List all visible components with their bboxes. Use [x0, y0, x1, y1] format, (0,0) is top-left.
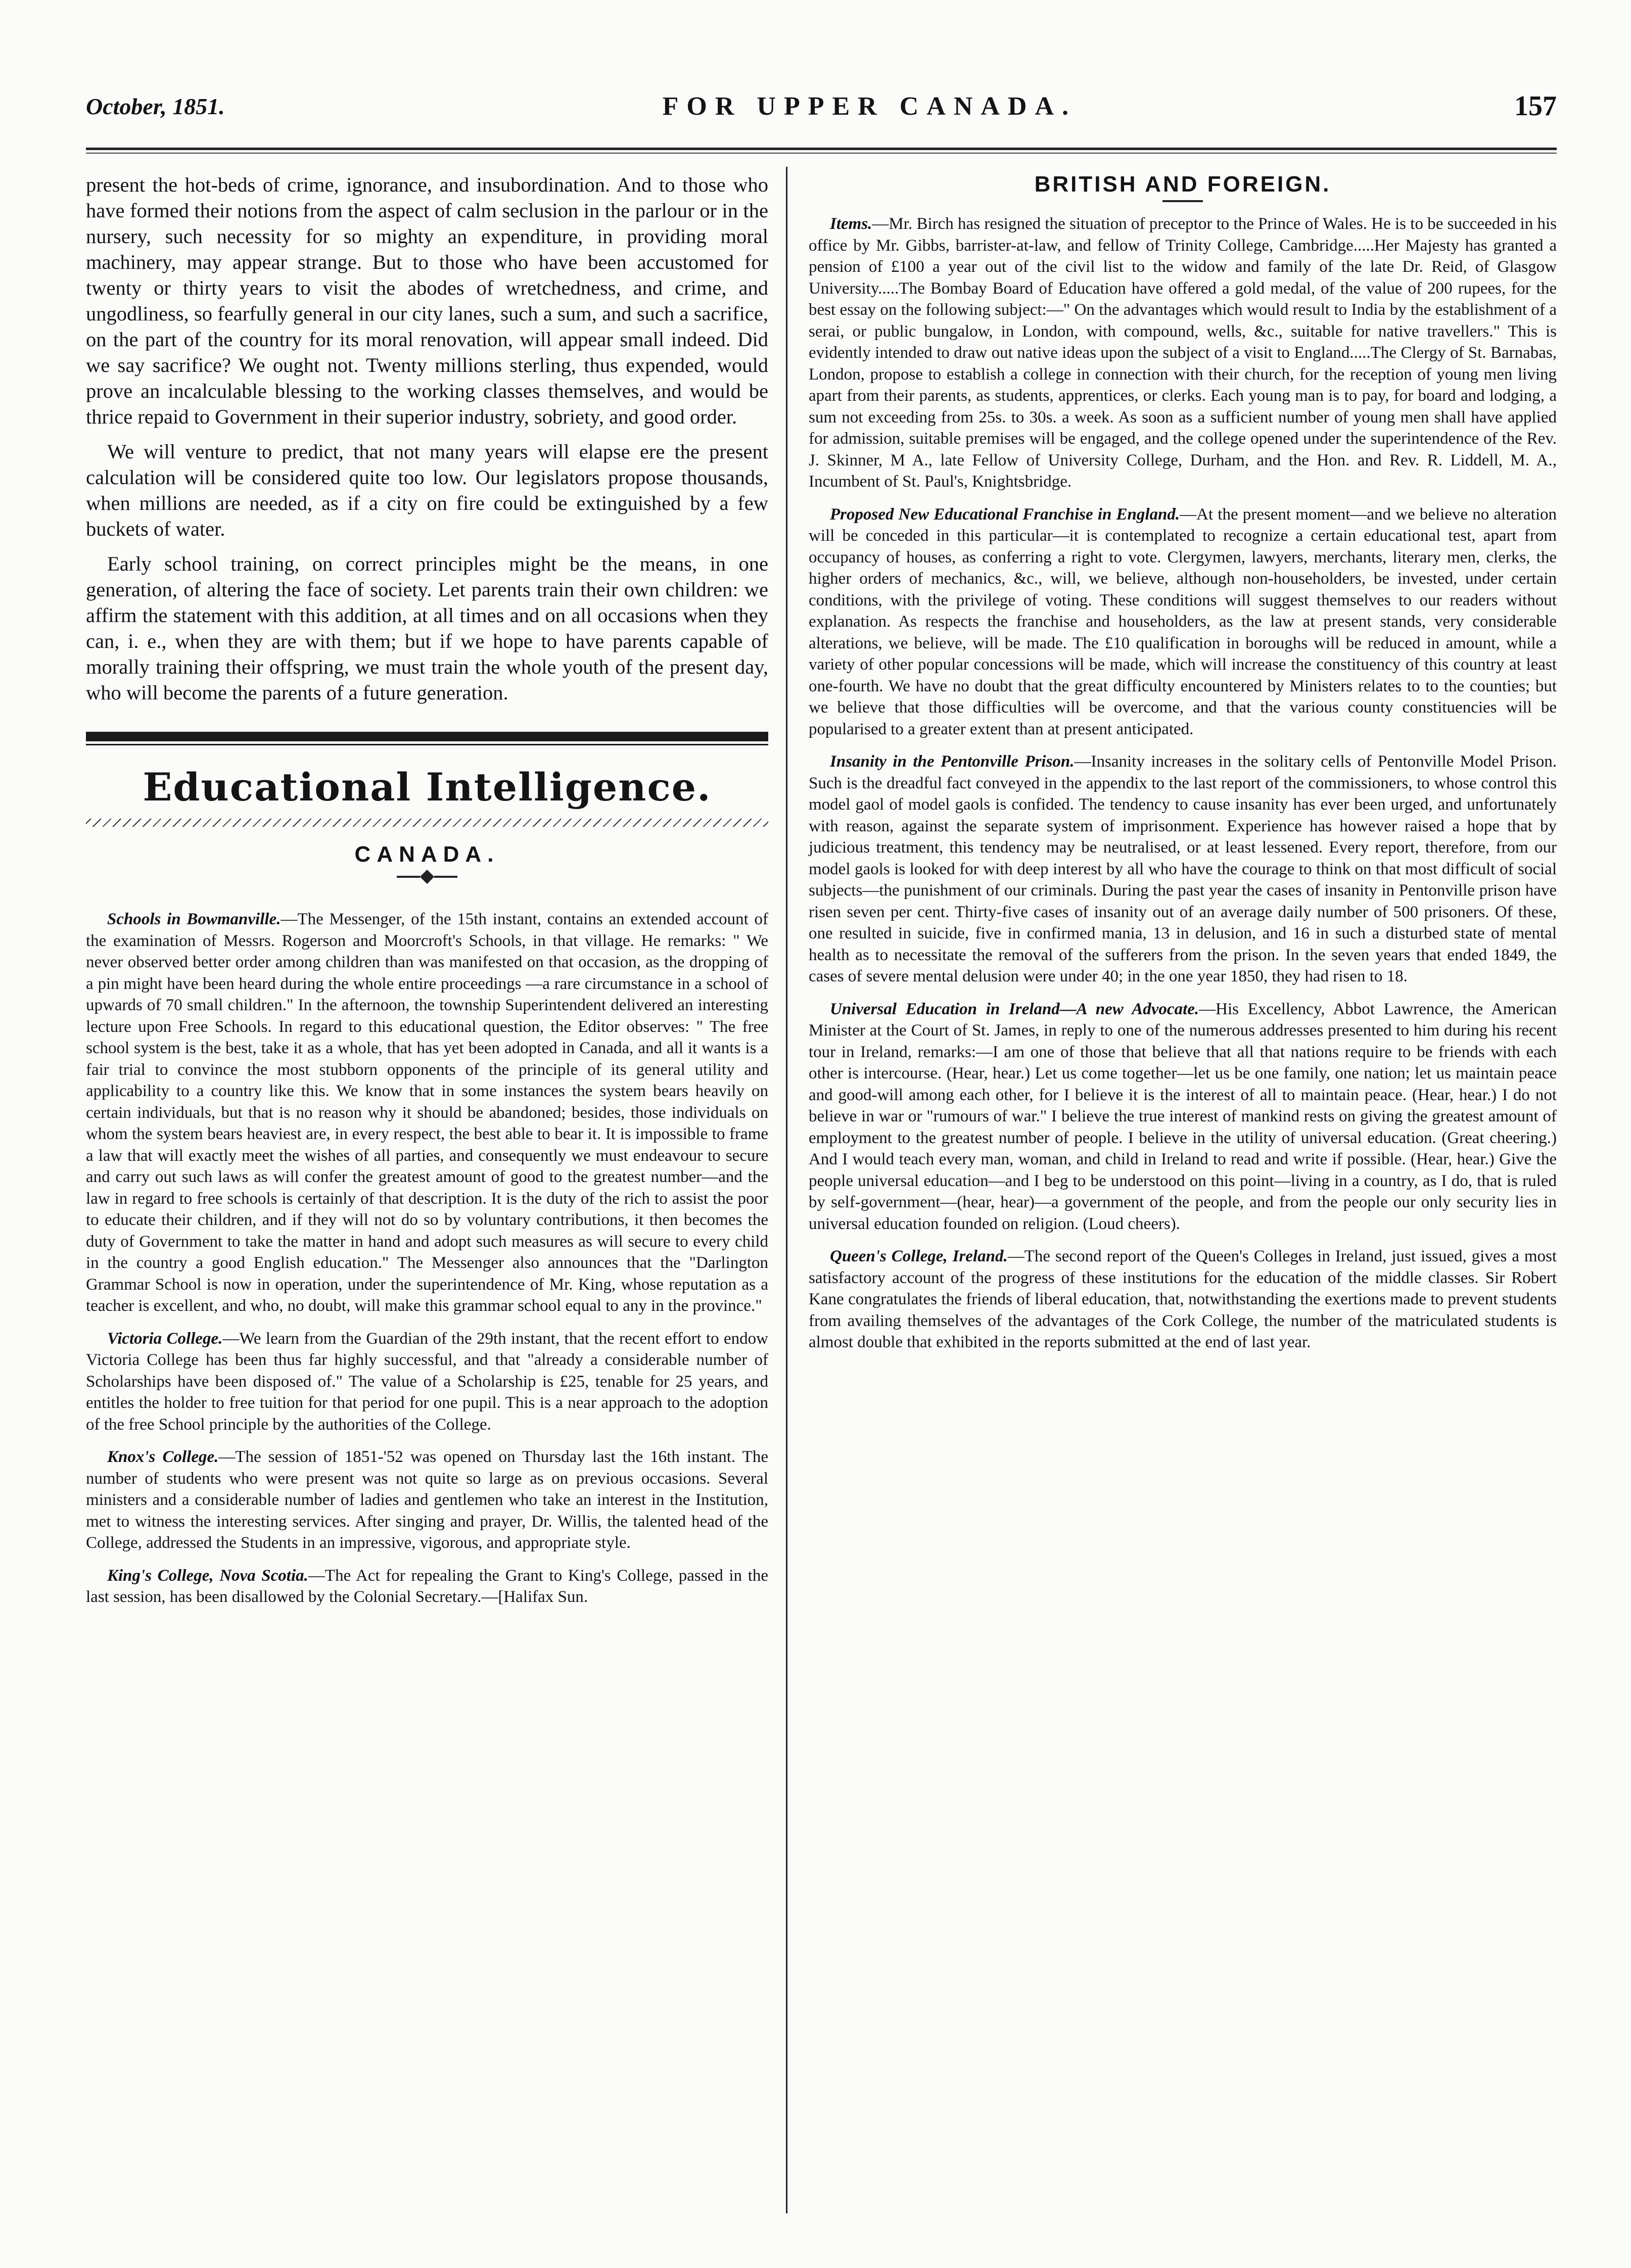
article-universal-education [809, 999, 1557, 1235]
article-queens-college [809, 1246, 1557, 1353]
article-body: —Mr. Birch has resigned the situation of preceptor to the Prince of Wales. He is to be succeeded in his office by Mr. Gibbs, barrister-at-law, and fellow of Trinity College, Cambridge.....Her Majesty has granted a pension of £100 a year out of the civil list to the widow and family of the late Dr. Reid, of Glasgow University.....The Bombay Board of Education have offered a gold medal, of the value of 200 rupees, for the best essay on the following subject:—" On the advantages which would result to India by the establishment of a serai, or public bungalow, in London, with compound, wells, &c., suitable for native travellers." This is evidently intended to draw out native ideas upon the subject of a visit to England.....The Clergy of St. Barnabas, London, propose to establish a college in connection with their church, for the reception of young men living apart from their parents, as students, apprentices, or clerks. Each young man is to pay, for board and lodging, a sum not exceeding from 25s. to 30s. a week. As soon as a sufficient number of young men shall have applied for admission, suitable premises will be engaged, and the college opened under the superintendence of the Rev. J. Skinner, M A., late Fellow of University College, Durham, and the Hon. and Rev. R. Liddell, M. A., Incumbent of St. Paul's, Knightsbridge. [809, 215, 1557, 491]
article-body: —The session of 1851-'52 was opened on Thursday last the 16th instant. The number of students who were present was not quite so large as on previous occasions. Several ministers and a considerable number of ladies and gentlemen who take an interest in the Institution, met to witness the interesting services. After singing and prayer, Dr. Willis, the talented head of the College, addressed the Students in an impressive, vigorous, and appropriate style. [86, 1448, 768, 1552]
article-body: —His Excellency, Abbot Lawrence, the American Minister at the Court of St. James, in reply to one of the numerous addresses presented to him during his recent tour in Ireland, remarks:—I am one of those that believe that all that nations require to be friends with each other is intercourse. (Hear, hear.) Let us come together—let us be one family, one nation; let us maintain peace and good-will among each other, for I believe it is the interest of all to maintain peace. (Hear, hear.) I do not believe in war or "rumours of war." I believe the true interest of mankind rests on giving the greatest amount of employment to the greatest number of people. I believe in the utility of universal education. (Great cheering.) And I would teach every man, woman, and child in Ireland to read and write if possible. (Hear, hear.) Give the people universal education—and I beg to be understood on this point—living in a country, as I do, that is ruled by self-government—(hear, hear)—a government of the people, and from the people our only security lies in universal education founded on religion. (Loud cheers). [809, 1000, 1557, 1233]
article-lead: Victoria College. [107, 1329, 223, 1348]
page-number: 157 [1514, 90, 1557, 122]
article-bowmanville [86, 909, 768, 1317]
article-body: —The second report of the Queen's Colleges in Ireland, just issued, gives a most satisfactory account of the progress of these institutions for the education of the middle classes. Sir Robert Kane congratulates the friends of liberal education, that, notwithstanding the exertions made to prevent students from availing themselves of the advantages of the Cork College, the number of the matriculated students is almost double that exhibited in the reports submitted at the end of last year. [809, 1247, 1557, 1351]
article-kings-college [86, 1565, 768, 1608]
column-divider [786, 167, 787, 2213]
article-lead: Items. [830, 215, 872, 233]
section-rule-thin [86, 744, 768, 745]
wavy-rule [86, 819, 768, 827]
left-column [86, 172, 768, 1619]
left-paragraph-1: present the hot-beds of crime, ignorance, and insubordination. And to those who have formed their notions from the aspect of calm seclusion in the parlour or in the nursery, such necessity for so mighty an expenditure, in providing moral machinery, may appear strange. But to those who have been accustomed for twenty or thirty years to visit the abodes of wretchedness, and crime, and ungodliness, so fearfully general in our city lanes, such a sum, and such a sacrifice, on the part of the country for its moral renovation, will appear small indeed. Did we say sacrifice? We ought not. Twenty millions sterling, thus expended, would prove an incalculable blessing to the working classes themselves, and would be thrice repaid to Government in their superior industry, sobriety, and good order. [86, 173, 768, 428]
masthead-title: Educational Intelligence. [143, 765, 712, 810]
article-lead: Proposed New Educational Franchise in England. [830, 505, 1180, 524]
section-heading-british-foreign: BRITISH AND FOREIGN. [1034, 172, 1331, 197]
article-items [809, 213, 1557, 493]
section-heading-canada: CANADA. [354, 842, 500, 867]
article-body: —The Act for repealing the Grant to King's College, passed in the last session, has been disallowed by the Colonial Secretary.—[Halifax Sun. [86, 1566, 769, 1606]
left-paragraph-2: We will venture to predict, that not many years will elapse ere the present calculation will be considered quite too low. Our legislators propose thousands, when millions are needed, as if a city on fire could be extinguished by a few buckets of water. [86, 440, 768, 540]
article-body: —Insanity increases in the solitary cells of Pentonville Model Prison. Such is the dreadful fact conveyed in the appendix to the last report of the commissioners, to whose control this model gaol of model gaols is confided. The tendency to cause insanity has ever been urged, and unfortunately with reason, against the separate system of imprisonment. Experience has however raised a hope that by judicious treatment, this tendency may be neutralised, or at least lessened. Every report, therefore, from our model gaols is looked for with deep interest by all who have the courage to think on that most difficult of social subjects—the punishment of our criminals. During the past year the cases of insanity in Pentonville prison have risen seven per cent. Thirty-five cases of insanity out of an average daily number of 500 prisoners. Of these, one resulted in suicide, five in confirmed mania, 13 in delusion, and 16 in such a disturbed state of mental health as to necessitate the removal of the sufferers from the prison. In the seven years that ended 1849, the cases of severe mental delusion were under 40; in the one year 1850, they had risen to 18. [809, 752, 1557, 985]
article-pentonville [809, 751, 1557, 987]
article-body: —The Messenger, of the 15th instant, contains an extended account of the examination of Messrs. Rogerson and Moorcroft's Schools, in that village. He remarks: " We never observed better order among children than was manifested on that occasion, as the dropping of a pin might have been heard during the whole entire proceedings —a rare circumstance in a school of upwards of 70 small children." In the afternoon, the township Superintendent delivered an interesting lecture upon Free Schools. In regard to this educational question, the Editor observes: " The free school system is the best, take it as a whole, that has yet been adopted in Canada, and all it wants is a fair trial to convince the most stubborn opponents of the principle of its general utility and applicability to a country like this. We know that in some instances the system bears heavily on certain individuals, but that is no reason why it should be abandoned; besides, those individuals on whom the system bears heaviest are, in every respect, the best able to bear it. It is impossible to frame a law that will exactly meet the wishes of all parties, and consequently we must endeavour to secure and carry out such laws as will confer the greatest amount of good to the greatest number—and the law in regard to free schools is certainly of that description. It is the duty of the rich to assist the poor to educate their children, and if they will not do so by voluntary contributions, it then becomes the duty of Government to take the matter in hand and adopt such measures as will secure to every child in the country a good English education." The Messenger also announces that the "Darlington Grammar School is now in operation, under the superintendence of Mr. King, whose reputation as a teacher is excellent, and who, no doubt, will make this grammar school equal to any in the province." [86, 910, 768, 1315]
article-lead: King's College, Nova Scotia. [107, 1566, 308, 1585]
article-lead: Queen's College, Ireland. [830, 1247, 1008, 1265]
page-header [86, 86, 1557, 126]
article-franchise [809, 504, 1557, 740]
article-lead: Insanity in the Pentonville Prison. [830, 752, 1075, 771]
article-lead: Schools in Bowmanville. [107, 910, 281, 928]
section-rule-thick [86, 732, 768, 741]
article-knox-college [86, 1446, 768, 1554]
heading-underline [1162, 200, 1203, 202]
article-lead: Universal Education in Ireland—A new Advocate. [830, 1000, 1199, 1018]
article-victoria-college [86, 1328, 768, 1436]
header-rule [86, 148, 1557, 154]
article-body: —At the present moment—and we believe no alteration will be conceded in this particular—it is contemplated to recognize a certain educational test, apart from occupancy of houses, as conferring a right to vote. Clergymen, lawyers, merchants, literary men, clerks, the higher orders of mechanics, &c., will, we believe, although non-householders, be invested, under certain conditions, with the privilege of voting. These conditions will suggest themselves to our readers without explanation. As respects the franchise and householders, as the law at present stands, very considerable alterations, we believe, will be made. The £10 qualification in boroughs will be reduced in amount, while a variety of other popular concessions will be made, which will increase the constituency of this country at least one-fourth. We have no doubt that the great difficulty encountered by Ministers relates to to the counties; but we believe that those difficulties will be overcome, and that the various county constituencies will be popularised to a greater extent than at present anticipated. [809, 505, 1557, 738]
running-title: FOR UPPER CANADA. [662, 91, 1077, 121]
ornament-divider [86, 869, 768, 884]
right-column [809, 172, 1557, 1364]
left-paragraph-3: Early school training, on correct principles might be the means, in one generation, of altering the face of society. Let parents train their own children: we affirm the statement with this addition, at all times and on all occasions when they can, i. e., when they are with them; but if we hope to have parents capable of morally training their offspring, we must train the whole youth of the present day, who will become the parents of a future generation. [86, 552, 768, 704]
article-body: —We learn from the Guardian of the 29th instant, that the recent effort to endow Victoria College has been thus far highly successful, and that "already a considerable number of Scholarships have been disposed of." The value of a Scholarship is £25, tenable for 25 years, and entitles the holder to free tuition for that period for one pupil. This is a near approach to the adoption of the free School principle by the authorities of the College. [86, 1329, 768, 1434]
issue-date: October, 1851. [86, 93, 225, 119]
article-lead: Knox's College. [107, 1448, 219, 1466]
